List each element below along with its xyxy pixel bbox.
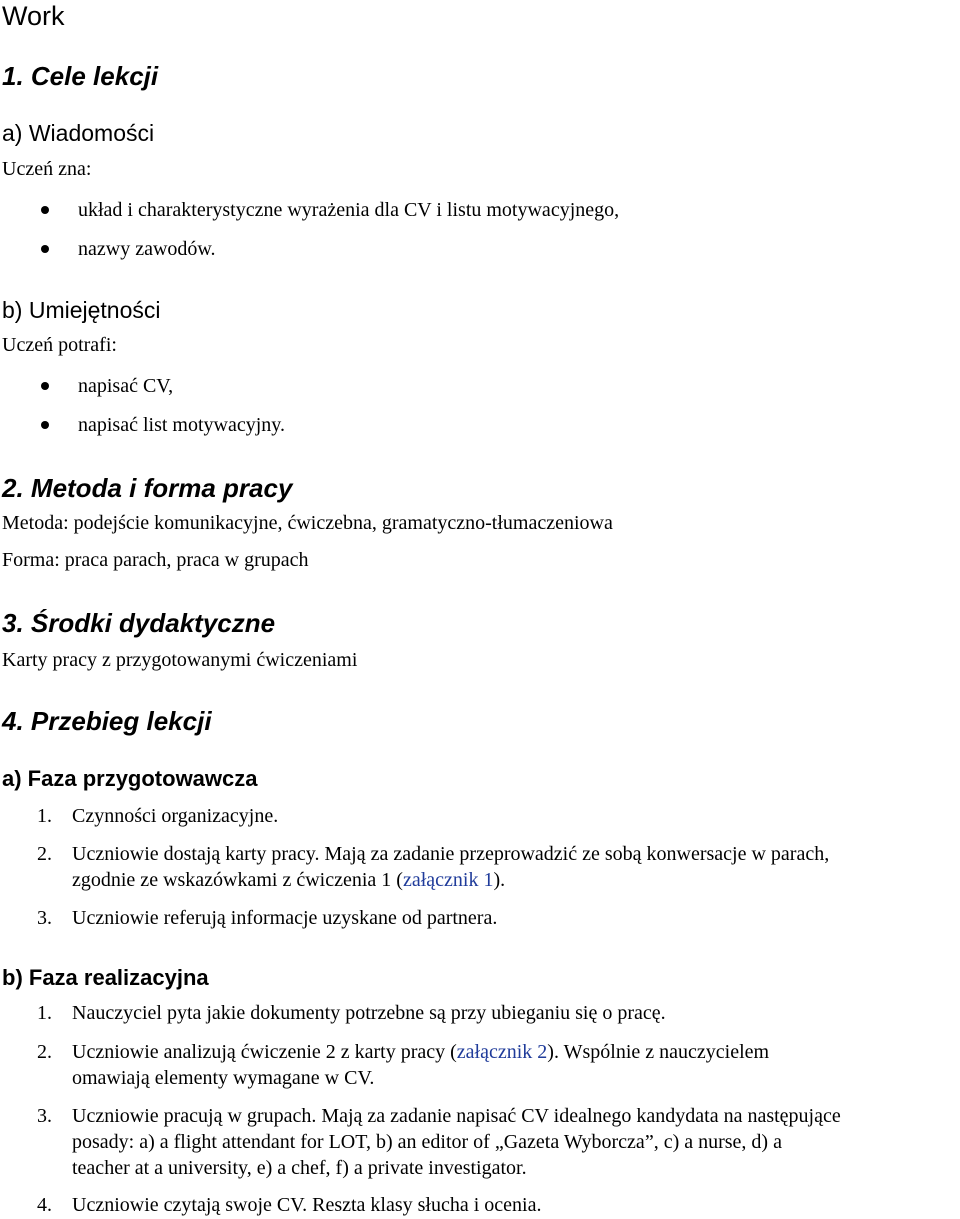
section-4-heading: 4. Przebieg lekcji xyxy=(2,706,212,736)
section-4a-heading: a) Faza przygotowawcza xyxy=(2,766,258,791)
list-item-text: ). xyxy=(493,869,506,891)
item-number: 3. xyxy=(37,1105,52,1127)
list-item-line: teacher at a university, e) a chef, f) a private investigator. xyxy=(72,1157,527,1179)
list-item-line xyxy=(72,1040,769,1064)
list-item: napisać CV, xyxy=(78,375,174,397)
list-item: Uczniowie czytają swoje CV. Reszta klasy słucha i ocenia. xyxy=(72,1194,542,1216)
item-number: 1. xyxy=(37,1002,52,1024)
bullet-icon xyxy=(41,206,49,214)
section-2-heading: 2. Metoda i forma pracy xyxy=(2,473,293,503)
attachment-link[interactable]: załącznik 2 xyxy=(456,1041,548,1063)
item-number: 3. xyxy=(37,907,52,929)
list-item-line: omawiają elementy wymagane w CV. xyxy=(72,1067,375,1089)
list-item-line: Uczniowie pracują w grupach. Mają za zadanie napisać CV idealnego kandydata na następujące xyxy=(72,1105,841,1127)
list-item: Czynności organizacyjne. xyxy=(72,805,279,827)
section-2-forma: Forma: praca parach, praca w grupach xyxy=(2,549,309,571)
bullet-icon xyxy=(41,421,49,429)
section-2-metoda: Metoda: podejście komunikacyjne, ćwiczebna, gramatyczno-tłumaczeniowa xyxy=(2,512,613,534)
section-1a-heading: a) Wiadomości xyxy=(2,120,155,146)
section-3-text: Karty pracy z przygotowanymi ćwiczeniami xyxy=(2,649,358,671)
item-number: 4. xyxy=(37,1194,52,1216)
section-1b-intro: Uczeń potrafi: xyxy=(2,334,117,356)
list-item-line: posady: a) a flight attendant for LOT, b) an editor of „Gazeta Wyborcza”, c) a nurse, d) a xyxy=(72,1131,782,1153)
list-item-line: Uczniowie dostają karty pracy. Mają za zadanie przeprowadzić ze sobą konwersacje w parach, xyxy=(72,843,830,865)
list-item: Uczniowie referują informacje uzyskane od partnera. xyxy=(72,907,498,929)
list-item-text: Uczniowie analizują ćwiczenie 2 z karty pracy ( xyxy=(72,1041,457,1063)
item-number: 2. xyxy=(37,1041,52,1063)
section-1b-heading: b) Umiejętności xyxy=(2,297,161,323)
section-1-heading: 1. Cele lekcji xyxy=(2,61,159,91)
page-title: Work xyxy=(2,1,65,31)
bullet-icon xyxy=(41,245,49,253)
item-number: 2. xyxy=(37,843,52,865)
section-4b-heading: b) Faza realizacyjna xyxy=(2,965,209,990)
list-item-line xyxy=(72,868,505,892)
bullet-icon xyxy=(41,382,49,390)
list-item: Nauczyciel pyta jakie dokumenty potrzebne są przy ubieganiu się o pracę. xyxy=(72,1002,666,1024)
list-item: nazwy zawodów. xyxy=(78,238,216,260)
section-1a-intro: Uczeń zna: xyxy=(2,158,92,180)
list-item-text: zgodnie ze wskazówkami z ćwiczenia 1 ( xyxy=(72,869,403,891)
list-item: napisać list motywacyjny. xyxy=(78,414,285,436)
item-number: 1. xyxy=(37,805,52,827)
list-item: układ i charakterystyczne wyrażenia dla CV i listu motywacyjnego, xyxy=(78,199,620,221)
attachment-link[interactable]: załącznik 1 xyxy=(402,869,494,891)
section-3-heading: 3. Środki dydaktyczne xyxy=(2,608,276,638)
list-item-text: ). Wspólnie z nauczycielem xyxy=(547,1041,770,1063)
